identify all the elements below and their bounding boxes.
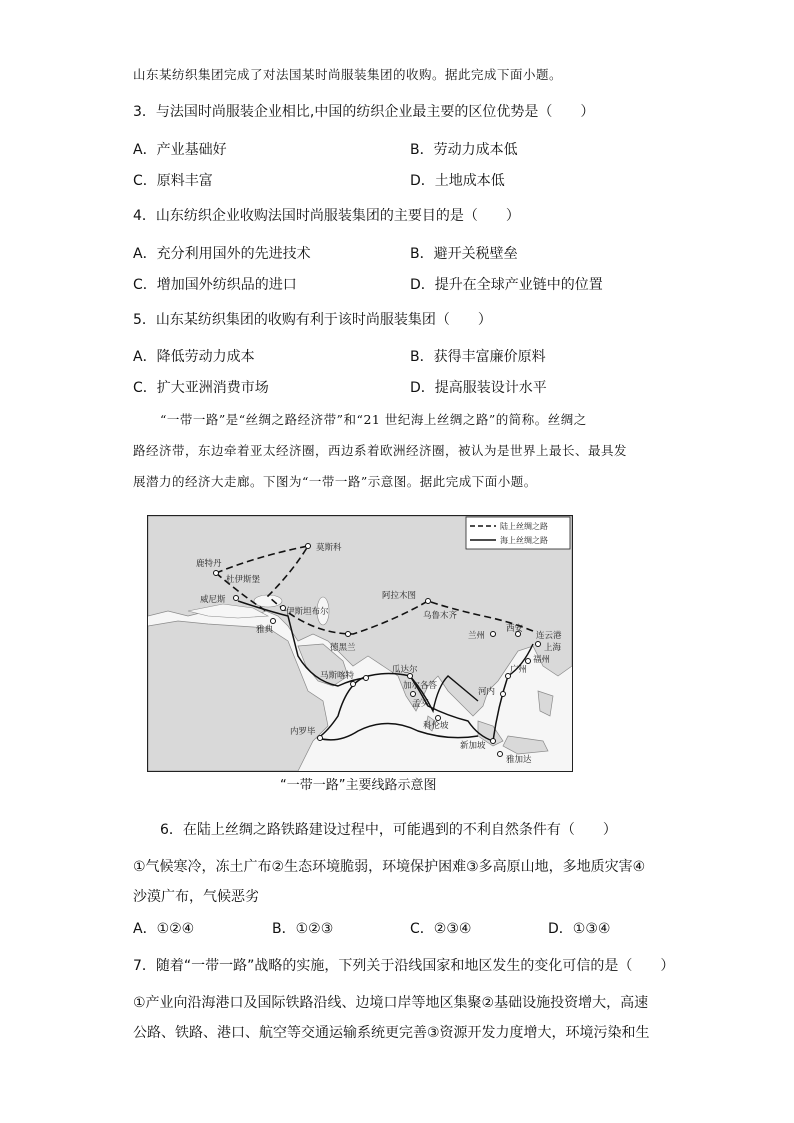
land-masses	[148, 516, 572, 771]
question-7-stem: 7．随着“一带一路”战略的实施，下列关于沿线国家和地区发生的变化可信的是（ ）	[133, 958, 675, 974]
intro-text-1: 山东某纺织集团完成了对法国某时尚服装集团的收购。据此完成下面小题。	[133, 67, 563, 82]
city-lianyungang: 连云港	[536, 631, 562, 641]
question-3-stem: 3．与法国时尚服装企业相比,中国的纺织企业最主要的区位优势是（ ）	[133, 104, 595, 120]
q7-statements-line2: 公路、铁路、港口、航空等交通运输系统更完善③资源开发力度增大，环境污染和生	[133, 1025, 650, 1041]
city-gwadar: 瓜达尔	[392, 665, 418, 675]
city-nairobi: 内罗毕	[290, 727, 316, 737]
city-duisburg: 杜伊斯堡	[226, 575, 261, 585]
map-svg	[148, 516, 572, 771]
city-rotterdam: 鹿特丹	[196, 559, 222, 569]
city-colombo: 科伦坡	[423, 721, 449, 731]
q3-option-c: C．原料丰富	[133, 173, 213, 189]
q6-option-d: D．①③④	[548, 921, 611, 937]
q4-option-d: D．提升在全球产业链中的位置	[410, 277, 603, 293]
q6-statements-line1: ①气候寒冷，冻土广布②生态环境脆弱，环境保护困难③多高原山地，多地质灾害④	[133, 859, 646, 875]
city-guangzhou: 广州	[510, 665, 528, 675]
question-4-stem: 4．山东纺织企业收购法国时尚服装集团的主要目的是（ ）	[133, 208, 520, 224]
intro-text-2-line2: 路经济带，东边牵着亚太经济圈，西边系着欧洲经济圈，被认为是世界上最长、最具发	[133, 443, 628, 458]
city-fuzhou: 福州	[533, 655, 551, 665]
map-caption: “一带一路”主要线路示意图	[280, 778, 437, 793]
city-alashankou: 阿拉木图	[382, 591, 417, 601]
q4-option-c: C．增加国外纺织品的进口	[133, 277, 297, 293]
q4-option-b: B．避开关税壁垒	[410, 246, 518, 262]
city-muscat: 马斯喀特	[320, 671, 355, 681]
q5-option-a: A．降低劳动力成本	[133, 349, 255, 365]
city-xian: 西安	[506, 624, 524, 634]
q5-option-c: C．扩大亚洲消费市场	[133, 380, 269, 396]
city-mumbai: 孟买	[412, 699, 430, 709]
q6-option-a: A．①②④	[133, 921, 195, 937]
city-lanzhou: 兰州	[468, 631, 486, 641]
city-jakarta: 雅加达	[506, 755, 532, 765]
q6-option-b: B．①②③	[272, 921, 334, 937]
city-athens: 雅典	[256, 625, 274, 635]
city-tehran: 德黑兰	[330, 643, 356, 653]
city-moscow: 莫斯科	[316, 543, 342, 553]
q6-statements-line2: 沙漠广布，气候恶劣	[133, 889, 259, 905]
q3-option-b: B．劳动力成本低	[410, 142, 518, 158]
question-5-stem: 5．山东某纺织集团的收购有利于该时尚服装集团（ ）	[133, 312, 492, 328]
intro-text-2-line1: “一带一路”是“丝绸之路经济带”和“21 世纪海上丝绸之路”的简称。丝绸之	[160, 412, 587, 427]
legend-land-route: 陆上丝绸之路	[500, 522, 548, 531]
city-istanbul: 伊斯坦布尔	[286, 607, 329, 617]
legend-sea-route: 海上丝绸之路	[500, 536, 548, 545]
city-urumqi: 乌鲁木齐	[423, 611, 458, 621]
map-legend	[466, 517, 570, 549]
q3-option-d: D．土地成本低	[410, 173, 505, 189]
belt-road-map	[147, 515, 573, 772]
q4-option-a: A．充分利用国外的先进技术	[133, 246, 311, 262]
q3-option-a: A．产业基础好	[133, 142, 227, 158]
question-6-stem: 6．在陆上丝绸之路铁路建设过程中，可能遇到的不利自然条件有（ ）	[160, 822, 617, 838]
city-shanghai: 上海	[544, 643, 562, 653]
city-kolkata: 加尔各答	[403, 681, 438, 691]
city-hanoi: 河内	[478, 687, 496, 697]
q5-option-d: D．提高服装设计水平	[410, 380, 547, 396]
q7-statements-line1: ①产业向沿海港口及国际铁路沿线、边境口岸等地区集聚②基础设施投资增大，高速	[133, 995, 649, 1011]
city-singapore: 新加坡	[460, 741, 486, 751]
city-venice: 威尼斯	[200, 595, 226, 605]
q6-option-c: C．②③④	[410, 921, 472, 937]
q5-option-b: B．获得丰富廉价原料	[410, 349, 546, 365]
intro-text-2-line3: 展潜力的经济大走廊。下图为“一带一路”示意图。据此完成下面小题。	[133, 474, 537, 489]
